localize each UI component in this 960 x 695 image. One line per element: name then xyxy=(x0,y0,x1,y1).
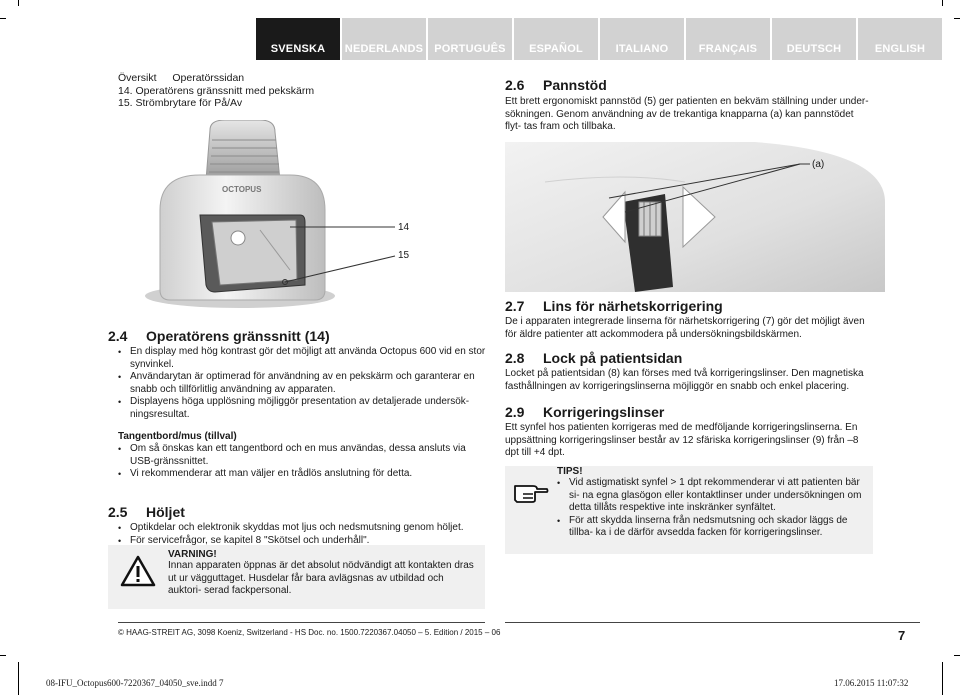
device-illustration xyxy=(140,120,490,310)
section-2-7 xyxy=(505,298,875,341)
overview-item: 14. Operatörens gränssnitt med pekskärm xyxy=(118,84,315,97)
section-body: Locket på patientsidan (8) kan förses med två korrigeringslinser. Den magnetiska fasthållningen av korrigeringslinserna möjliggör en snabb och enkel placering. xyxy=(505,368,864,392)
section-body: Ett brett ergonomiskt pannstöd (5) ger patienten en bekväm ställning under under- sökningen. Genom användning av de trekantiga knapparna (a) kan pannstödet flyt- tas fram och tillbaka. xyxy=(505,96,869,132)
section-heading: 2.4 Operatörens gränssnitt (14) xyxy=(108,328,330,344)
tab-francais: FRANÇAIS xyxy=(684,18,770,60)
list-item: • För att skydda linserna från nedsmutsning och skador läggs de tillba- ka i de därför avsedda facken för korrigeringslinser. xyxy=(557,515,869,540)
section-body: De i apparaten integrerade linserna för närhetskorrigering (7) gör det möjligt även för äldre patienter att ackommodera på undersökningsbildskärmen. xyxy=(505,316,865,340)
warning-icon xyxy=(120,555,156,587)
footer-copyright: © HAAG-STREIT AG, 3098 Koeniz, Switzerland - HS Doc. no. 1500.7220367.04050 – 5. Edition / 2015 – 06 xyxy=(118,628,501,637)
tab-svenska: SVENSKA xyxy=(256,18,340,60)
crop-mark xyxy=(0,655,6,656)
warning-text: Innan apparaten öppnas är det absolut nödvändigt att kontakten dras ut ur vägguttaget. Husdelar får bara avlägsnas av utbildad och auktori- serad fackpersonal. xyxy=(168,560,474,596)
page-number: 7 xyxy=(898,628,906,643)
callout-15: 15 xyxy=(398,250,410,261)
footer-rule xyxy=(505,622,920,623)
section-body: Ett synfel hos patienten korrigeras med de medföljande korrigeringslinserna. En uppsättning korrigeringslinser består av 12 sfäriska korrigeringslinser (9) från –8 dpt till +4 dpt. xyxy=(505,422,859,458)
crop-mark xyxy=(0,18,6,19)
section-heading: 2.5 Höljet xyxy=(108,504,185,520)
section-heading: 2.8 Lock på patientsidan xyxy=(505,350,683,366)
list-item: • Vi rekommenderar att man väljer en trådlös anslutning för detta. xyxy=(118,468,486,481)
brand-label: OCTOPUS xyxy=(222,185,262,194)
overview xyxy=(118,72,368,110)
tab-nederlands: NEDERLANDS xyxy=(340,18,426,60)
section-heading: 2.6 Pannstöd xyxy=(505,77,607,93)
footer-rule xyxy=(118,622,485,623)
section-2-8 xyxy=(505,350,875,393)
crop-mark xyxy=(954,18,960,19)
section-2-9 xyxy=(505,404,875,460)
callout-a: (a) xyxy=(812,159,825,170)
timestamp: 17.06.2015 11:07:32 xyxy=(834,678,909,688)
list-item: • För servicefrågor, se kapitel 8 "Skötsel och underhåll". xyxy=(118,535,486,548)
tips-label: TIPS! xyxy=(557,466,583,477)
overview-item: 15. Strömbrytare för På/Av xyxy=(118,97,243,109)
file-info: 08-IFU_Octopus600-7220367_04050_sve.indd 7 xyxy=(46,678,224,688)
crop-mark xyxy=(18,0,19,6)
tab-espanol: ESPAÑOL xyxy=(512,18,598,60)
forehead-rest-illustration xyxy=(505,142,885,292)
crop-mark xyxy=(942,0,943,6)
tab-deutsch: DEUTSCH xyxy=(770,18,856,60)
warning-label: VARNING! xyxy=(168,549,217,560)
list-item: • En display med hög kontrast gör det möjligt att använda Octopus 600 vid en stor synvinkel. xyxy=(118,346,486,371)
subheading: Tangentbord/mus (tillval) xyxy=(118,431,237,442)
warning-box xyxy=(108,545,485,609)
tab-italiano: ITALIANO xyxy=(598,18,684,60)
section-heading: 2.9 Korrigeringslinser xyxy=(505,404,665,420)
tab-english: ENGLISH xyxy=(856,18,942,60)
tab-portugues: PORTUGUÊS xyxy=(426,18,512,60)
crop-mark xyxy=(18,662,19,695)
crop-mark xyxy=(954,655,960,656)
callout-14: 14 xyxy=(398,222,410,233)
list-item: • Användarytan är optimerad för användning av en pekskärm och garanterar en snabb och tillförlitlig användning av apparaten. xyxy=(118,371,486,396)
section-2-5 xyxy=(108,504,486,547)
section-2-4 xyxy=(108,328,486,481)
crop-mark xyxy=(942,662,943,695)
language-tabs xyxy=(256,18,942,60)
list-item: • Om så önskas kan ett tangentbord och en mus användas, dessa ansluts via USB-gränssnittet. xyxy=(118,443,486,468)
section-heading: 2.7 Lins för närhetskorrigering xyxy=(505,298,723,314)
list-item: • Displayens höga upplösning möjliggör presentation av detaljerade undersök- ningsresultat. xyxy=(118,396,486,421)
overview-title: Översikt Operatörssidan xyxy=(118,72,245,84)
list-item: • Vid astigmatiskt synfel > 1 dpt rekommenderar vi att patienten bär si- na egna glasögon eller kontaktlinser under undersökningen om detta tillåts respektive inte inskränker synfältet. xyxy=(557,477,869,515)
list-item: • Optikdelar och elektronik skyddas mot ljus och nedsmutsning genom höljet. xyxy=(118,522,486,535)
tips-box xyxy=(505,466,873,554)
section-2-6 xyxy=(505,77,870,134)
pointing-hand-icon xyxy=(513,480,549,504)
